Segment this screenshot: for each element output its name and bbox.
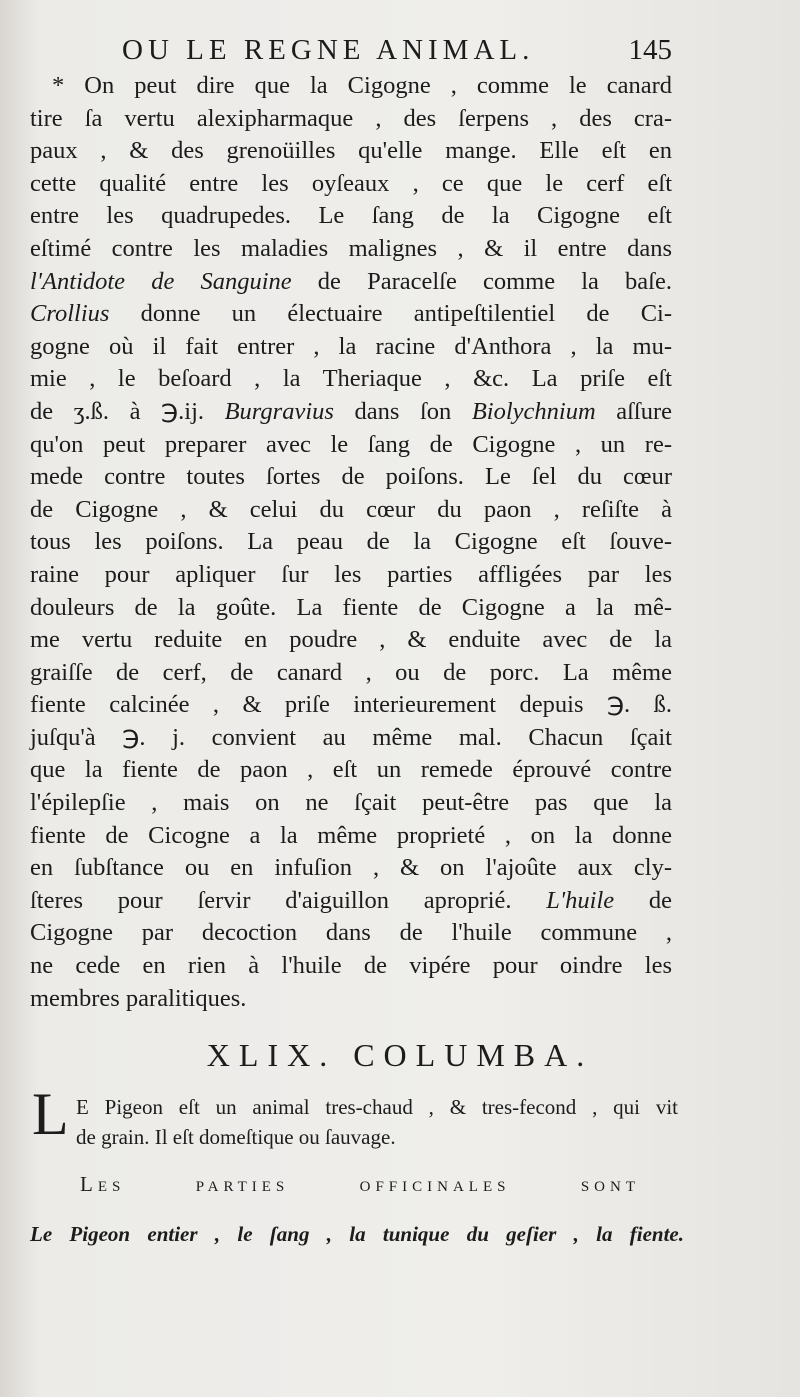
text-line: graiſſe de cerf, de canard , ou de porc. La même bbox=[30, 658, 672, 686]
text-line: mede contre toutes ſortes de poiſons. Le ſel du cœur bbox=[30, 463, 672, 491]
text-line: cette qualité entre les oyſeaux , ce que le cerf eſt bbox=[30, 169, 672, 197]
text-line: E Pigeon eſt un animal tres-chaud , & tres-fecond , qui vit bbox=[76, 1095, 678, 1119]
section-title: XLIX. COLUMBA. bbox=[206, 1037, 594, 1073]
text-line: * On peut dire que la Cigogne , comme le canard bbox=[52, 72, 672, 99]
text-line: de grain. Il eſt domeſtique ou ſauvage. bbox=[76, 1125, 396, 1149]
text-line: fiente de Cicogne a la même proprieté , on la donne bbox=[30, 821, 672, 849]
text-line: ne cede en rien à l'huile de vipére pour oindre les bbox=[30, 952, 672, 980]
text-line: entre les quadrupedes. Le ſang de la Cigogne eſt bbox=[30, 202, 672, 230]
text-line: l'épilepſie , mais on ne ſçait peut-être pas que la bbox=[30, 789, 672, 817]
text-line: que la fiente de paon , eſt un remede éprouvé contre bbox=[30, 756, 672, 784]
text-line: l'Antidote de Sanguine de Paracelſe comme la baſe. bbox=[30, 267, 672, 295]
text-line: eſtimé contre les maladies malignes , & il entre dans bbox=[30, 234, 672, 262]
text-line: paux , & des grenoüilles qu'elle mange. Elle eſt en bbox=[30, 137, 672, 165]
text-line: qu'on peut preparer avec le ſang de Cigogne , un re- bbox=[30, 430, 672, 458]
drop-cap: L bbox=[32, 1081, 69, 1147]
text-line: me vertu reduite en poudre , & enduite avec de la bbox=[30, 626, 672, 654]
text-line: en ſubſtance ou en infuſion , & on l'ajoûte aux cly- bbox=[30, 854, 672, 882]
text-line: Cigogne par decoction dans de l'huile commune , bbox=[30, 919, 672, 947]
text-line: gogne où il fait entrer , la racine d'Anthora , la mu- bbox=[30, 332, 672, 360]
text-line: Crollius donne un électuaire antipeſtilentiel de Ci- bbox=[30, 300, 672, 328]
text-line: de ʒ.ß. à ℈.ij. Burgravius dans ſon Biolychnium aſſure bbox=[30, 397, 673, 425]
text-line: tous les poiſons. La peau de la Cigogne eſt ſouve- bbox=[30, 528, 672, 556]
text-line: de Cigogne , & celui du cœur du paon , reſiſte à bbox=[30, 495, 672, 523]
body-text bbox=[30, 70, 672, 1015]
text-line: membres paralitiques. bbox=[30, 984, 247, 1012]
text-line: fiente calcinée , & priſe interieurement depuis ℈. ß. bbox=[30, 691, 672, 719]
text-line: mie , le beſoard , la Theriaque , &c. La priſe eſt bbox=[30, 365, 672, 393]
text-line: douleurs de la goûte. La fiente de Cigogne a la mê- bbox=[30, 593, 672, 621]
running-title: OU LE REGNE ANIMAL. bbox=[122, 34, 535, 66]
page-number: 145 bbox=[628, 34, 672, 66]
text-line: tire ſa vertu alexipharmaque , des ſerpens , des cra- bbox=[30, 104, 672, 132]
text-line: juſqu'à ℈. j. convient au même mal. Chacun ſçait bbox=[30, 723, 672, 751]
section-intro bbox=[76, 1092, 678, 1152]
parts-heading: Les parties officinales sont bbox=[80, 1172, 640, 1196]
text-line: ſteres pour ſervir d'aiguillon aproprié. L'huile de bbox=[30, 886, 672, 914]
text-line: raine pour apliquer ſur les parties affligées par les bbox=[30, 560, 672, 588]
parts-list: Le Pigeon entier , le ſang , la tunique du geſier , la fiente. bbox=[30, 1222, 684, 1246]
page-header bbox=[100, 34, 670, 74]
